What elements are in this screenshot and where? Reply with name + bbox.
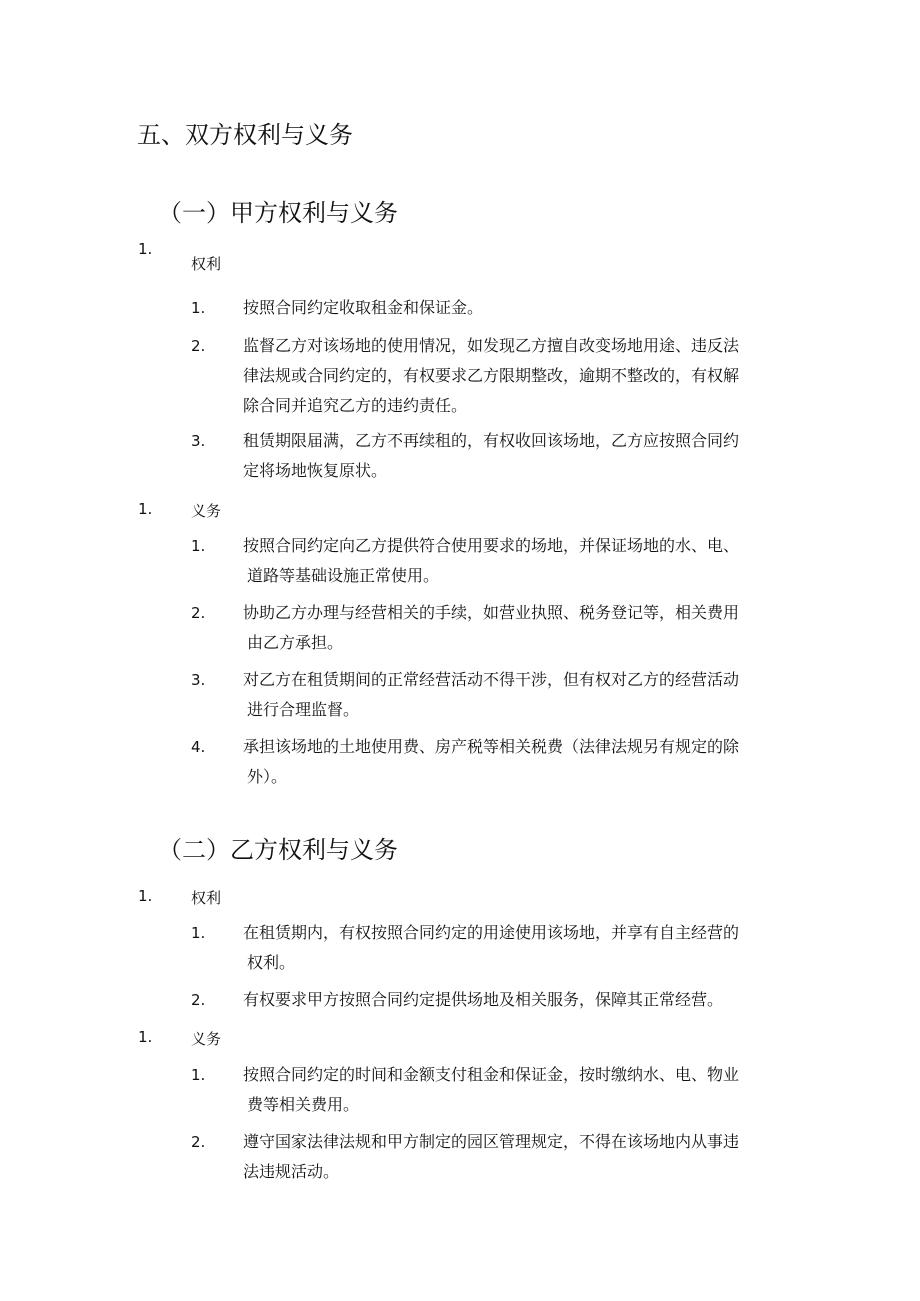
list-item [243, 732, 775, 792]
item-line: 在租赁期内，有权按照合同约定的用途使用该场地，并享有自主经营的 [243, 923, 740, 942]
sec2-rights-label: 权利 [191, 889, 222, 907]
sec2-title: （二）乙方权利与义务 [158, 836, 398, 864]
list-item [243, 1127, 775, 1187]
list-item [243, 598, 775, 658]
list-number: 3. [191, 432, 206, 450]
item-line: 外）。 [247, 767, 288, 786]
item-line: 费等相关费用。 [247, 1095, 360, 1114]
list-number: 3. [191, 671, 206, 689]
item-line: 由乙方承担。 [247, 633, 344, 652]
item-line: 按照合同约定的时间和金额支付租金和保证金，按时缴纳水、电、物业 [243, 1065, 740, 1084]
sec1-rights-number: 1. [138, 240, 153, 258]
item-line: 道路等基础设施正常使用。 [247, 566, 440, 585]
sec1-title: （一）甲方权利与义务 [158, 199, 398, 227]
item-line: 按照合同约定向乙方提供符合使用要求的场地，并保证场地的水、电、 [243, 536, 740, 555]
list-item [243, 665, 775, 725]
list-number: 2. [191, 991, 206, 1009]
list-item [243, 985, 775, 1015]
list-item [243, 918, 775, 978]
item-line: 遵守国家法律法规和甲方制定的园区管理规定，不得在该场地内从事违 [243, 1132, 740, 1151]
item-line: 除合同并追究乙方的违约责任。 [243, 396, 468, 415]
item-line: 按照合同约定收取租金和保证金。 [243, 298, 484, 317]
list-number: 1. [191, 537, 206, 555]
sec1-duties-label: 义务 [191, 502, 222, 520]
list-number: 2. [191, 337, 206, 355]
list-item [243, 531, 775, 591]
list-item [243, 331, 775, 421]
item-line: 权利。 [247, 953, 296, 972]
sec2-rights-number: 1. [138, 887, 153, 905]
list-item [243, 1060, 775, 1120]
item-line: 定将场地恢复原状。 [243, 461, 388, 480]
item-line: 协助乙方办理与经营相关的手续，如营业执照、税务登记等，相关费用 [243, 603, 740, 622]
section-heading: 五、双方权利与义务 [137, 121, 353, 149]
list-number: 1. [191, 924, 206, 942]
item-line: 承担该场地的土地使用费、房产税等相关税费（法律法规另有规定的除 [243, 737, 740, 756]
list-number: 4. [191, 738, 206, 756]
item-line: 进行合理监督。 [247, 700, 360, 719]
item-line: 律法规或合同约定的，有权要求乙方限期整改，逾期不整改的，有权解 [243, 366, 740, 385]
list-number: 2. [191, 1133, 206, 1151]
list-number: 1. [191, 299, 206, 317]
item-line: 有权要求甲方按照合同约定提供场地及相关服务，保障其正常经营。 [243, 990, 724, 1009]
list-item [243, 426, 775, 486]
sec2-duties-label: 义务 [191, 1030, 222, 1048]
item-line: 法违规活动。 [243, 1162, 340, 1181]
list-number: 2. [191, 604, 206, 622]
item-line: 对乙方在租赁期间的正常经营活动不得干涉，但有权对乙方的经营活动 [243, 670, 740, 689]
sec2-duties-number: 1. [138, 1028, 153, 1046]
list-item [243, 293, 775, 323]
item-line: 监督乙方对该场地的使用情况，如发现乙方擅自改变场地用途、违反法 [243, 336, 740, 355]
sec1-rights-label: 权利 [191, 255, 222, 273]
list-number: 1. [191, 1066, 206, 1084]
item-line: 租赁期限届满，乙方不再续租的，有权收回该场地，乙方应按照合同约 [243, 431, 740, 450]
sec1-duties-number: 1. [138, 500, 153, 518]
